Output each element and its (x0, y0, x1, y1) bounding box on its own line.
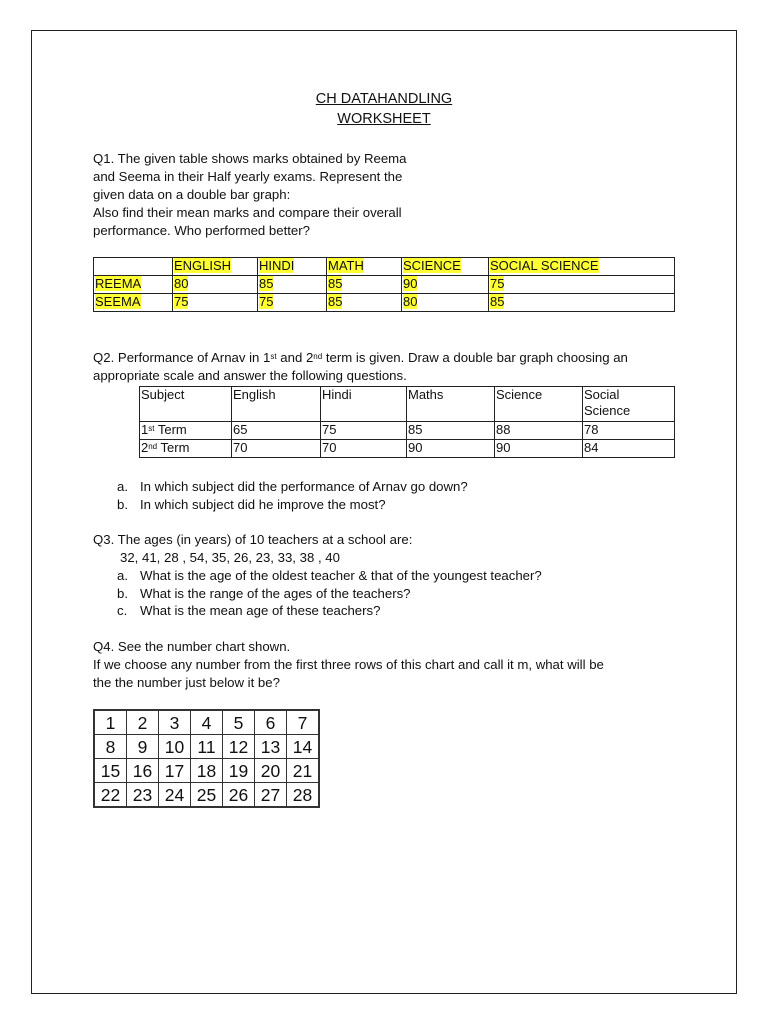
table-row (140, 422, 675, 440)
number-cell: 6 (255, 710, 287, 735)
number-cell: 15 (94, 759, 127, 783)
table-header-social-science: SOCIAL SCIENCE (490, 258, 599, 273)
table-cell: Science (495, 387, 583, 422)
table-cell: 85 (328, 276, 343, 291)
table-cell: 85 (328, 294, 343, 309)
table-cell: 65 (232, 422, 321, 440)
number-chart-row (94, 735, 319, 759)
table-cell: 75 (174, 294, 189, 309)
q1-line: Also find their mean marks and compare their overall (93, 205, 402, 220)
q4-line: the the number just below it be? (93, 675, 280, 690)
table-cell: 80 (174, 276, 189, 291)
list-marker: b. (117, 496, 128, 512)
number-cell: 10 (159, 735, 191, 759)
table-cell: 85 (490, 294, 505, 309)
number-cell: 24 (159, 783, 191, 808)
number-cell: 3 (159, 710, 191, 735)
table-header-row (140, 387, 675, 422)
list-item (117, 602, 542, 620)
q3-text (93, 531, 412, 567)
table-cell: English (232, 387, 321, 422)
list-item (117, 567, 542, 585)
q2-performance-table (139, 386, 675, 458)
worksheet-title-line1: CH DATAHANDLING (315, 91, 453, 107)
header-social: Social (584, 387, 620, 402)
q1-marks-table (93, 257, 675, 312)
question-text: In which subject did he improve the most? (140, 496, 386, 512)
number-cell: 12 (223, 735, 255, 759)
list-item (117, 496, 468, 514)
number-cell: 22 (94, 783, 127, 808)
number-cell: 14 (287, 735, 320, 759)
table-cell (489, 258, 675, 276)
q2-text-part: term is given. Draw a double bar graph choosing an (322, 350, 628, 365)
list-marker: c. (117, 603, 128, 618)
number-cell: 5 (223, 710, 255, 735)
table-cell (327, 258, 402, 276)
table-cell: 88 (495, 422, 583, 440)
label-part: 1 (141, 422, 149, 437)
table-header-science: SCIENCE (403, 258, 461, 273)
number-cell: 23 (127, 783, 159, 808)
number-cell: 11 (191, 735, 223, 759)
q1-line: Q1. The given table shows marks obtained by Reema (93, 151, 407, 166)
list-marker: a. (117, 479, 128, 494)
q3-ages: 32, 41, 28 , 54, 35, 26, 23, 33, 38 , 40 (120, 550, 340, 565)
table-cell (583, 387, 675, 422)
q2-sup: nd (313, 352, 323, 361)
row-label-seema: SEEMA (95, 294, 141, 309)
number-cell: 19 (223, 759, 255, 783)
table-cell: 75 (321, 422, 407, 440)
row-label-2nd-term (140, 440, 232, 458)
number-cell: 28 (287, 783, 320, 808)
row-label-reema: REEMA (95, 276, 142, 291)
number-cell: 4 (191, 710, 223, 735)
q1-text (93, 150, 407, 240)
table-cell (258, 258, 327, 276)
label-sup: st (148, 424, 155, 433)
number-cell: 16 (127, 759, 159, 783)
q4-line: Q4. See the number chart shown. (93, 639, 291, 654)
table-header-hindi: HINDI (259, 258, 295, 273)
table-cell: 80 (403, 294, 418, 309)
table-row (94, 276, 675, 294)
number-cell: 20 (255, 759, 287, 783)
table-cell: 70 (232, 440, 321, 458)
table-header-row (94, 258, 675, 276)
table-cell: 75 (490, 276, 505, 291)
question-text: In which subject did the performance of Arnav go down? (140, 479, 468, 494)
table-header-math: MATH (328, 258, 364, 273)
list-marker: a. (117, 568, 128, 583)
number-cell: 1 (94, 710, 127, 735)
table-cell: 90 (403, 276, 418, 291)
table-cell: Subject (140, 387, 232, 422)
header-science: Science (584, 403, 631, 418)
q2-sup: st (270, 352, 277, 361)
table-cell: 70 (321, 440, 407, 458)
table-cell (94, 258, 173, 276)
table-row (140, 440, 675, 458)
table-cell: 78 (583, 422, 675, 440)
table-cell: Maths (407, 387, 495, 422)
q4-text (93, 638, 604, 692)
table-cell: 85 (407, 422, 495, 440)
number-chart (93, 709, 320, 808)
question-text: What is the age of the oldest teacher & that of the youngest teacher? (140, 568, 542, 583)
number-cell: 8 (94, 735, 127, 759)
table-cell: 90 (495, 440, 583, 458)
q2-questions (117, 478, 468, 513)
q1-line: given data on a double bar graph: (93, 187, 291, 202)
q2-text (93, 349, 628, 385)
number-chart-row (94, 759, 319, 783)
number-cell: 17 (159, 759, 191, 783)
q4-line: If we choose any number from the first three rows of this chart and call it m, what will be (93, 657, 604, 672)
q1-line: and Seema in their Half yearly exams. Represent the (93, 169, 403, 184)
list-marker: b. (117, 585, 128, 601)
number-cell: 18 (191, 759, 223, 783)
q2-line (93, 349, 628, 367)
list-item (117, 478, 468, 496)
table-cell: 85 (259, 276, 274, 291)
number-cell: 2 (127, 710, 159, 735)
row-label-1st-term (140, 422, 232, 440)
table-cell: Hindi (321, 387, 407, 422)
table-cell: 84 (583, 440, 675, 458)
table-row (94, 294, 675, 312)
q2-text-part: Q2. Performance of Arnav in 1 (93, 350, 271, 365)
label-sup: nd (148, 442, 158, 451)
label-part: 2 (141, 440, 149, 455)
q3-line: Q3. The ages (in years) of 10 teachers at a school are: (93, 532, 413, 547)
question-text: What is the mean age of these teachers? (140, 603, 381, 618)
q3-questions (117, 567, 542, 620)
q1-line: performance. Who performed better? (93, 223, 310, 238)
number-cell: 26 (223, 783, 255, 808)
number-cell: 27 (255, 783, 287, 808)
number-chart-row (94, 710, 319, 735)
label-part: Term (157, 440, 190, 455)
table-cell (173, 258, 258, 276)
question-text: What is the range of the ages of the teachers? (140, 585, 411, 601)
number-chart-row (94, 783, 319, 808)
number-cell: 25 (191, 783, 223, 808)
table-cell: 90 (407, 440, 495, 458)
label-part: Term (154, 422, 187, 437)
number-cell: 13 (255, 735, 287, 759)
number-cell: 9 (127, 735, 159, 759)
list-item (117, 585, 542, 603)
q2-text-part: and 2 (276, 350, 314, 365)
number-cell: 21 (287, 759, 320, 783)
table-header-english: ENGLISH (174, 258, 232, 273)
table-cell (402, 258, 489, 276)
q2-line: appropriate scale and answer the following questions. (93, 368, 407, 383)
worksheet-title-line2: WORKSHEET (337, 111, 431, 127)
table-cell: 75 (259, 294, 274, 309)
number-cell: 7 (287, 710, 320, 735)
